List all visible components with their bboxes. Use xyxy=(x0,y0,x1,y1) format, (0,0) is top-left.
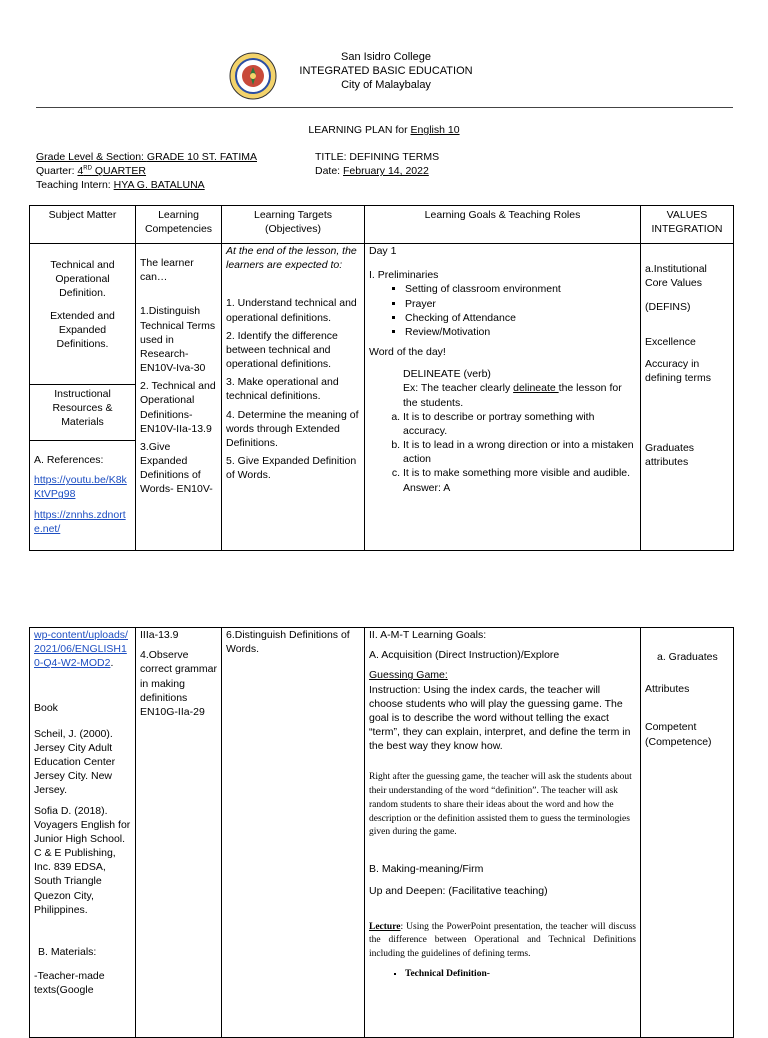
book-reference-2: Sofia D. (2018). Voyagers English for Junior High School. C & E Publishing, Inc. 839 EDSA, South Triangle Quezon City, Philippines. xyxy=(34,804,131,916)
value-accuracy: Accuracy in defining terms xyxy=(645,357,711,384)
value-graduates-2: a. Graduates xyxy=(657,651,718,663)
target-1: 1. Understand technical and operational definitions. xyxy=(226,297,357,324)
guessing-game-title: Guessing Game: xyxy=(369,669,448,682)
deepen-heading: Up and Deepen: (Facilitative teaching) xyxy=(369,885,548,898)
targets-intro: At the end of the lesson, the learners are expected to: xyxy=(226,245,357,272)
competencies-cell xyxy=(136,244,222,551)
date-label: Date: xyxy=(315,165,344,177)
after-game-text: Right after the guessing game, the teacher will ask the students about their understanding of the word “definition”. The teacher will ask random students to share their ideas about the word and how the description or the definition assisted them to guess the terminologies given during the game. xyxy=(369,772,632,838)
plan-title-prefix: LEARNING PLAN for xyxy=(308,124,411,136)
reference-link-tail: . xyxy=(110,657,114,670)
header-subject-matter: Subject Matter xyxy=(30,206,136,244)
reference-link-1[interactable]: https://youtu.be/K8kKtVPg98 xyxy=(34,474,127,501)
competency-1: 1.Distinguish Technical Terms used in Research- EN10V-Iva-30 xyxy=(140,305,216,375)
word-of-the-day: Word of the day! xyxy=(369,346,446,359)
lecture-label: Lecture xyxy=(369,921,401,932)
date-line xyxy=(315,164,429,178)
quarter-sup: RD xyxy=(83,165,92,172)
header-targets: Learning Targets (Objectives) xyxy=(222,206,365,244)
lesson-title: TITLE: DEFINING TERMS xyxy=(315,151,440,163)
technical-definition-item: ▪ Technical Definition- xyxy=(405,968,636,982)
lecture-body: : Using the PowerPoint presentation, the teacher will discuss the difference between Operational and Technical Definitions including the guidelines of defining terms. xyxy=(369,921,636,960)
lecture-text xyxy=(369,921,636,962)
grade-label: Grade Level & Section: xyxy=(36,151,147,163)
intern-label: Teaching Intern: xyxy=(36,179,114,191)
values-cont-cell xyxy=(641,628,734,1038)
preliminaries-list xyxy=(377,282,636,339)
example-word: delineate xyxy=(513,382,559,395)
college-seal xyxy=(229,52,277,100)
subject-matter-2: Extended and Expanded Definitions. xyxy=(50,309,115,350)
value-graduates: Graduates attributes xyxy=(645,442,695,469)
grade-value: GRADE 10 ST. FATIMA xyxy=(146,151,257,163)
making-meaning-heading: B. Making-meaning/Firm xyxy=(369,863,484,876)
preliminary-item: ▪ Review/Motivation xyxy=(405,325,636,339)
choice-item: a. It is to describe or portray something with accuracy. xyxy=(403,410,636,438)
goals-cell xyxy=(365,244,641,551)
answer: Answer: A xyxy=(403,481,451,494)
choice-item: b. It is to lead in a wrong direction or into a mistaken action xyxy=(403,438,636,466)
target-5: 5. Give Expanded Definition of Words. xyxy=(226,455,357,482)
competency-3-cont: IIIa-13.9 xyxy=(140,629,179,641)
learning-plan-table-page1 xyxy=(29,205,734,551)
quarter-num: 4 xyxy=(77,165,84,177)
preliminaries-heading: I. Preliminaries xyxy=(369,269,439,282)
preliminary-item: ▪ Checking of Attendance xyxy=(405,311,636,325)
competencies-cont-cell xyxy=(136,628,222,1038)
target-3: 3. Make operational and technical definitions. xyxy=(226,376,339,403)
target-6: 6.Distinguish Definitions of Words. xyxy=(226,629,350,656)
intern-line xyxy=(36,178,205,192)
value-attributes: Attributes xyxy=(645,683,690,696)
goals-cont-cell xyxy=(365,628,641,1038)
plan-subject: English 10 xyxy=(410,124,460,136)
header-competencies: Learning Competencies xyxy=(136,206,222,244)
amt-heading: II. A-M-T Learning Goals: xyxy=(369,629,487,641)
quarter-value xyxy=(77,165,146,177)
word-example xyxy=(369,381,636,409)
targets-cell xyxy=(222,244,365,551)
header-divider xyxy=(36,107,733,108)
learning-plan-table-page2 xyxy=(29,627,734,1038)
city-name: City of Malaybalay xyxy=(341,79,431,91)
competency-4: 4.Observe correct grammar in making definitions EN10G-IIa-29 xyxy=(140,649,218,718)
preliminary-item: ▪ Setting of classroom environment xyxy=(405,282,636,296)
choices-list xyxy=(369,410,636,481)
subject-matter-1: Technical and Operational Definition. xyxy=(50,259,115,300)
target-4: 4. Determine the meaning of words through Extended Definitions. xyxy=(226,408,359,449)
department-name: INTEGRATED BASIC EDUCATION xyxy=(299,65,473,77)
book-reference-1: Scheil, J. (2000). Jersey City Adult Education Center Jersey City. New Jersey. xyxy=(34,727,116,797)
target-2: 2. Identify the difference between technical and operational definitions. xyxy=(226,329,338,371)
references-cell xyxy=(30,441,136,551)
word-entry: DELINEATE (verb) xyxy=(403,368,491,381)
header-goals: Learning Goals & Teaching Roles xyxy=(365,206,641,244)
grade-level-line xyxy=(36,150,257,164)
references-label: A. References: xyxy=(34,454,104,466)
competency-2: 2. Technical and Operational Definitions- EN10V-IIa-13.9 xyxy=(140,380,216,435)
school-name: San Isidro College xyxy=(341,51,431,63)
header-values: VALUES INTEGRATION xyxy=(641,206,734,244)
value-core: a.Institutional Core Values xyxy=(645,263,707,290)
reference-link-cont-text[interactable]: wp-content/uploads/2021/06/ENGLISH10-Q4-W2-MOD2 xyxy=(34,629,128,670)
value-excellence: Excellence xyxy=(645,335,696,348)
values-cell xyxy=(641,244,734,551)
book-label: Book xyxy=(34,701,58,714)
value-defins: (DEFINS) xyxy=(645,301,691,314)
learning-plan-title xyxy=(200,123,568,137)
competencies-intro: The learner can… xyxy=(140,257,194,284)
subject-matter-cell xyxy=(30,244,136,385)
example-pre: Ex: The teacher clearly xyxy=(403,382,514,395)
quarter-word: QUARTER xyxy=(91,165,147,177)
example-post: the lesson for the students. xyxy=(403,382,622,409)
guessing-instruction: Instruction: Using the index cards, the teacher will choose students who will play the guessing game. The goal is to describe the word without telling the exact “term”, they can explain, interpret, and define the term in the best way they know how. xyxy=(369,683,631,753)
resources-title-cell: Instructional Resources & Materials xyxy=(30,385,136,441)
targets-cont-cell xyxy=(222,628,365,1038)
definition-list xyxy=(377,968,636,982)
intern-value: HYA G. BATALUNA xyxy=(113,179,205,191)
quarter-label: Quarter: xyxy=(36,165,78,177)
competency-3: 3.Give Expanded Definitions of Words- EN10V- xyxy=(140,440,213,496)
quarter-line xyxy=(36,164,146,178)
preliminary-item: ▪ Prayer xyxy=(405,297,636,311)
choice-item: c. It is to make something more visible and audible. xyxy=(403,466,636,480)
day-label: Day 1 xyxy=(369,245,397,257)
materials-label: B. Materials: xyxy=(38,945,97,958)
date-value: February 14, 2022 xyxy=(343,165,429,177)
references-cont-cell xyxy=(30,628,136,1038)
reference-link-2[interactable]: https://znnhs.zdnorte.net/ xyxy=(34,508,126,535)
value-competent: Competent (Competence) xyxy=(645,721,712,748)
materials-item: -Teacher-made texts(Google xyxy=(34,970,105,997)
acquisition-heading: A. Acquisition (Direct Instruction)/Explore xyxy=(369,649,560,662)
reference-link-cont xyxy=(34,628,131,671)
